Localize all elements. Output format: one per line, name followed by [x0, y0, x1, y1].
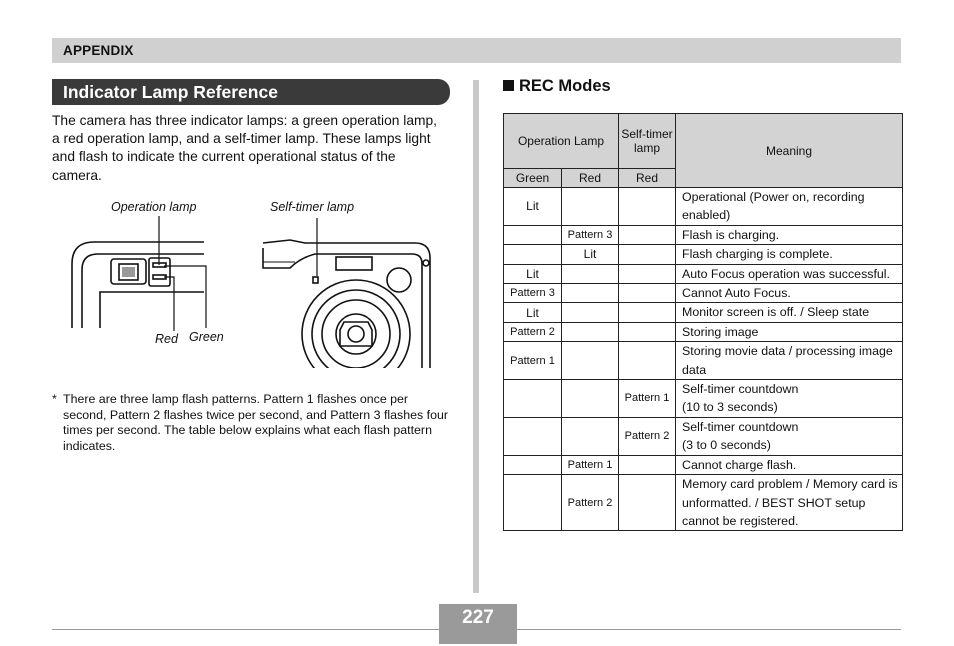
rec-modes-heading — [503, 77, 611, 96]
cell-self-timer — [619, 264, 676, 283]
cell-self-timer — [619, 303, 676, 322]
cell-meaning: Memory card problem / Memory card is unformatted. / BEST SHOT setup cannot be registered. — [676, 475, 903, 531]
camera-illustration — [60, 196, 445, 368]
cell-meaning: Flash charging is complete. — [676, 245, 903, 264]
cell-red — [562, 417, 619, 455]
table-row — [504, 455, 903, 474]
cell-self-timer: Pattern 2 — [619, 417, 676, 455]
cell-green — [504, 225, 562, 244]
cell-meaning: Cannot charge flash. — [676, 455, 903, 474]
cell-green: Lit — [504, 188, 562, 226]
cell-green: Pattern 1 — [504, 342, 562, 380]
section-title-bar — [52, 79, 450, 105]
cell-red: Pattern 3 — [562, 225, 619, 244]
cell-green — [504, 455, 562, 474]
lamp-table — [503, 113, 903, 531]
cell-green — [504, 417, 562, 455]
table-row — [504, 342, 903, 380]
header-label: APPENDIX — [63, 43, 134, 58]
page-number: 227 — [439, 604, 517, 644]
cell-green: Lit — [504, 303, 562, 322]
cell-self-timer — [619, 455, 676, 474]
cell-red — [562, 188, 619, 226]
square-bullet-icon — [503, 80, 514, 91]
cell-self-timer — [619, 188, 676, 226]
intro-paragraph: The camera has three indicator lamps: a green operation lamp, a red operation lamp, and a self-timer lamp. These lamps light and flash to indicate the current operational status of the camera. — [52, 113, 437, 183]
cell-self-timer — [619, 284, 676, 303]
header-bar — [52, 38, 901, 63]
table-row — [504, 264, 903, 283]
cell-meaning: Storing image — [676, 322, 903, 341]
cell-red — [562, 303, 619, 322]
cell-meaning: Operational (Power on, recording enabled) — [676, 188, 903, 226]
cell-meaning: Flash is charging. — [676, 225, 903, 244]
rec-modes-title: REC Modes — [519, 77, 611, 95]
header-self-timer-red: Red — [619, 169, 676, 188]
cell-green — [504, 380, 562, 418]
cell-green — [504, 245, 562, 264]
cell-meaning: Auto Focus operation was successful. — [676, 264, 903, 283]
table-row — [504, 225, 903, 244]
header-red: Red — [562, 169, 619, 188]
cell-green — [504, 475, 562, 531]
cell-self-timer — [619, 322, 676, 341]
flash-pattern-note — [52, 392, 452, 454]
table-row — [504, 322, 903, 341]
note-marker: * — [52, 392, 57, 406]
cell-self-timer: Pattern 1 — [619, 380, 676, 418]
cell-green: Pattern 2 — [504, 322, 562, 341]
header-operation-lamp: Operation Lamp — [504, 114, 619, 169]
table-row — [504, 245, 903, 264]
cell-meaning: Cannot Auto Focus. — [676, 284, 903, 303]
cell-green: Pattern 3 — [504, 284, 562, 303]
cell-self-timer — [619, 342, 676, 380]
cell-self-timer — [619, 475, 676, 531]
cell-red — [562, 322, 619, 341]
cell-meaning: Storing movie data / processing image data — [676, 342, 903, 380]
table-row — [504, 380, 903, 418]
lamp-table-body — [504, 188, 903, 531]
cell-red: Pattern 1 — [562, 455, 619, 474]
label-green: Green — [189, 330, 224, 344]
header-green: Green — [504, 169, 562, 188]
cell-self-timer — [619, 225, 676, 244]
cell-meaning: Self-timer countdown (10 to 3 seconds) — [676, 380, 903, 418]
header-self-timer-lamp: Self-timer lamp — [619, 114, 676, 169]
cell-meaning: Monitor screen is off. / Sleep state — [676, 303, 903, 322]
table-row — [504, 188, 903, 226]
label-operation-lamp: Operation lamp — [111, 200, 197, 214]
table-row — [504, 284, 903, 303]
cell-red — [562, 264, 619, 283]
cell-meaning: Self-timer countdown (3 to 0 seconds) — [676, 417, 903, 455]
note-text: There are three lamp flash patterns. Pattern 1 flashes once per second, Pattern 2 flashes twice per second, and Pattern 3 flashes four times per second. The table below explains what each flash pattern indicates. — [63, 392, 449, 453]
camera-drawing — [60, 196, 445, 368]
cell-red — [562, 380, 619, 418]
cell-red — [562, 284, 619, 303]
header-meaning: Meaning — [676, 114, 903, 188]
table-row — [504, 417, 903, 455]
label-self-timer-lamp: Self-timer lamp — [270, 200, 355, 214]
cell-green: Lit — [504, 264, 562, 283]
table-row — [504, 475, 903, 531]
section-title: Indicator Lamp Reference — [63, 82, 278, 102]
cell-red: Lit — [562, 245, 619, 264]
cell-self-timer — [619, 245, 676, 264]
cell-red — [562, 342, 619, 380]
label-red: Red — [155, 332, 178, 346]
table-row — [504, 303, 903, 322]
cell-red: Pattern 2 — [562, 475, 619, 531]
column-divider — [473, 80, 479, 593]
